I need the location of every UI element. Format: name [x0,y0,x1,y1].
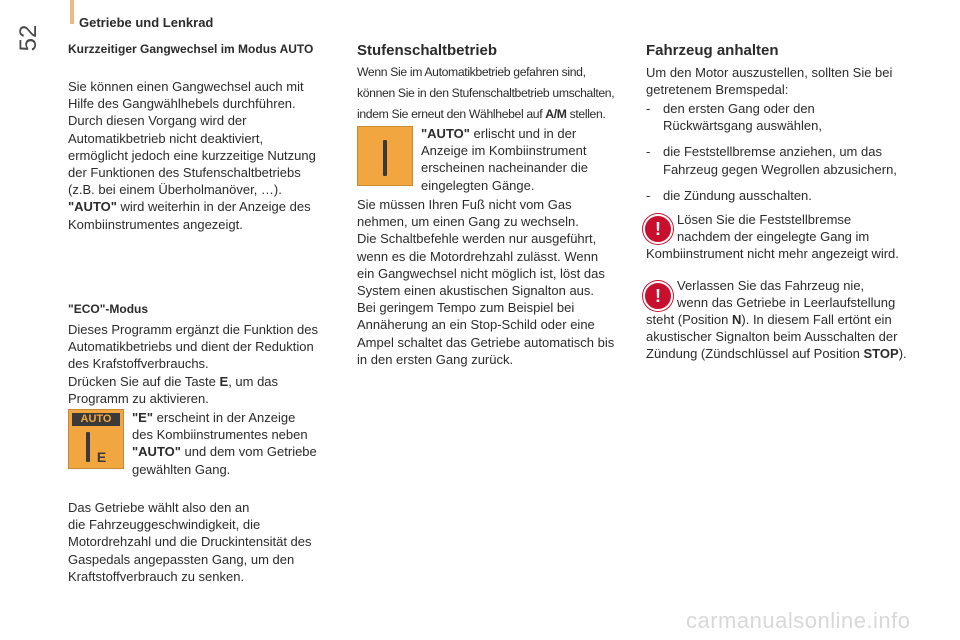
stop-intro [646,64,946,98]
text-line: Automatikbetrieb nicht deaktiviert, [68,130,264,146]
text-line: wenn das Getriebe in Leerlaufstellung [677,295,896,311]
text-line: System einen akustischen Signalton aus. [357,283,595,299]
text-line: Sie müssen Ihren Fuß nicht vom Gas [357,197,572,212]
list-item-line: die Feststellbremse anziehen, um das [663,144,882,160]
text-fragment: ). In diesem Fall ertönt ein [741,312,892,327]
text-fragment: indem Sie erneut den Wählhebel auf [357,107,546,121]
gear-display-icon [357,126,413,186]
text-line: (z.B. bei einem Überholmanöver, …). [68,182,282,198]
text-line: ermöglicht jedoch eine kurzzeitige Nutzung [68,147,316,163]
text-line: Lösen Sie die Feststellbremse [677,212,852,227]
text-line: Programm zu aktivieren. [68,390,209,406]
auto-indicator-label: AUTO [72,413,120,426]
text-line [68,373,338,390]
text-line: wenn es die Motordrehzahl zulässt. Wenn [357,248,599,264]
list-item-line: Rückwärtsgang auswählen, [663,118,822,134]
list-item-line: Fahrzeug gegen Wegrollen abzusichern, [663,161,897,177]
text-fragment: Drücken Sie auf die Taste [68,373,220,389]
text-line: in den ersten Gang zurück. [357,351,514,367]
warning-icon: ! [643,281,673,311]
text-fragment: ). [898,346,907,362]
text-line: Die Schaltbefehle werden nur ausgeführt, [357,231,597,247]
closing-paragraph [68,499,338,585]
section-title: Getriebe und Lenkrad [79,15,214,30]
warning-neutral-tail [646,311,946,363]
text-line: Ampel schaltet das Getriebe automatisch bis [357,334,615,350]
text-line: die Fahrzeuggeschwindigkeit, die [68,517,261,533]
text-line: Dieses Programm ergänzt die Funktion des [68,322,319,337]
warning-icon: ! [643,214,673,244]
warning-park-brake-tail [646,245,946,262]
heading-sequential-mode: Stufenschaltbetrieb [357,42,498,59]
auto-label: "AUTO" [68,199,117,215]
page-number: 52 [15,24,42,52]
text-line: der Funktionen des Stufenschaltbetriebs [68,165,301,181]
text-line: können Sie in den Stufenschaltbetrieb umschalten, [357,86,615,100]
list-dash: - [646,144,651,160]
text-line: Durch diesen Vorgang wird der [68,113,247,129]
text-fragment: und dem vom Getriebe [180,444,317,460]
text-line: ein Gangwechsel nicht möglich ist, löst das [357,265,605,281]
text-line: Motordrehzahl und die Druckintensität des [68,534,312,550]
eco-display-icon [68,409,124,469]
text-fragment: erscheint in der Anzeige [153,410,296,425]
auto-label: "AUTO" [421,126,470,141]
text-line: Bei geringem Tempo zum Beispiel bei [357,300,575,316]
list-item [646,187,946,204]
text-line: Kombiinstrument nicht mehr angezeigt wird. [646,246,899,261]
text-line: Gaspedals angepassten Gang, um den [68,551,295,567]
text-line [646,345,946,362]
text-line [421,125,621,142]
stop-steps-list [646,100,946,213]
text-line: Das Getriebe wählt also den an [68,500,250,515]
list-dash: - [646,187,651,203]
auto-label: "AUTO" [132,444,181,460]
text-line: nachdem der eingelegte Gang im [677,229,870,245]
warning-neutral-head [677,277,947,311]
list-item [646,143,946,177]
section-accent-bar [70,0,74,24]
text-line: akustischer Signalton beim Ausschalten der [646,329,898,345]
text-line: gewählten Gang. [132,461,231,477]
position-stop-label: STOP [863,346,899,362]
e-label: "E" [132,410,153,425]
text-line: des Kombiinstrumentes neben [132,427,308,443]
text-line [132,443,342,460]
text-line: Wenn Sie im Automatikbetrieb gefahren sind, [357,65,586,79]
text-line [357,104,647,125]
text-fragment: Zündung (Zündschlüssel auf Position [646,346,864,362]
text-line: eingelegten Gänge. [421,177,535,193]
text-line: Hilfe des Gangwählhebels durchführen. [68,96,296,112]
sequential-body [357,196,642,368]
list-item-line: den ersten Gang oder den [663,101,815,116]
text-line: Sie können einen Gangwechsel auch mit [68,79,304,94]
text-line: Automatikbetriebs und dient der Reduktion [68,339,314,355]
list-dash: - [646,101,651,116]
list-item-line: die Zündung ausschalten. [663,187,812,203]
text-line: nehmen, um einen Gang zu wechseln. [357,214,579,230]
text-line: erscheinen nacheinander die [421,160,588,176]
text-fragment: erlischt und in der [469,126,577,141]
manual-shift-paragraph [68,78,338,233]
am-label: A/M [545,107,567,121]
warning-park-brake-head [677,211,947,245]
text-line: Anzeige im Kombiinstrument [421,143,587,159]
text-fragment: , um das [228,373,279,389]
position-n-label: N [732,312,742,327]
text-line: Um den Motor auszustellen, sollten Sie bei [646,65,893,80]
text-fragment: stellen. [566,107,606,121]
text-line [68,198,338,215]
eco-paragraph [68,321,338,407]
list-item [646,100,946,134]
sequential-intro [357,62,647,125]
text-line: Verlassen Sie das Fahrzeug nie, [677,278,865,293]
gear-indicator-icon [86,432,90,462]
text-line: Kombiinstrumentes angezeigt. [68,216,243,232]
heading-stop-vehicle: Fahrzeug anhalten [646,42,779,59]
text-line: Kraftstoffverbrauch zu senken. [68,568,245,584]
watermark: carmanualsonline.info [686,608,911,633]
heading-eco-mode: "ECO"-Modus [68,302,149,316]
text-fragment: wird weiterhin in der Anzeige des [116,199,311,215]
text-line: des Krafstoffverbrauchs. [68,356,209,372]
text-line [132,409,342,426]
text-line: getretenem Bremspedal: [646,82,789,98]
gear-bar-icon [383,156,387,176]
text-line: Annäherung an ein Stop-Schild oder eine [357,317,595,333]
sequential-display-note [421,125,621,194]
text-fragment: steht (Position [646,312,732,327]
key-e-label: E [219,373,229,389]
eco-display-note [132,409,342,478]
heading-manual-shift: Kurzzeitiger Gangwechsel im Modus AUTO [68,42,314,56]
eco-indicator-letter: E [96,449,107,465]
text-line [646,311,946,328]
